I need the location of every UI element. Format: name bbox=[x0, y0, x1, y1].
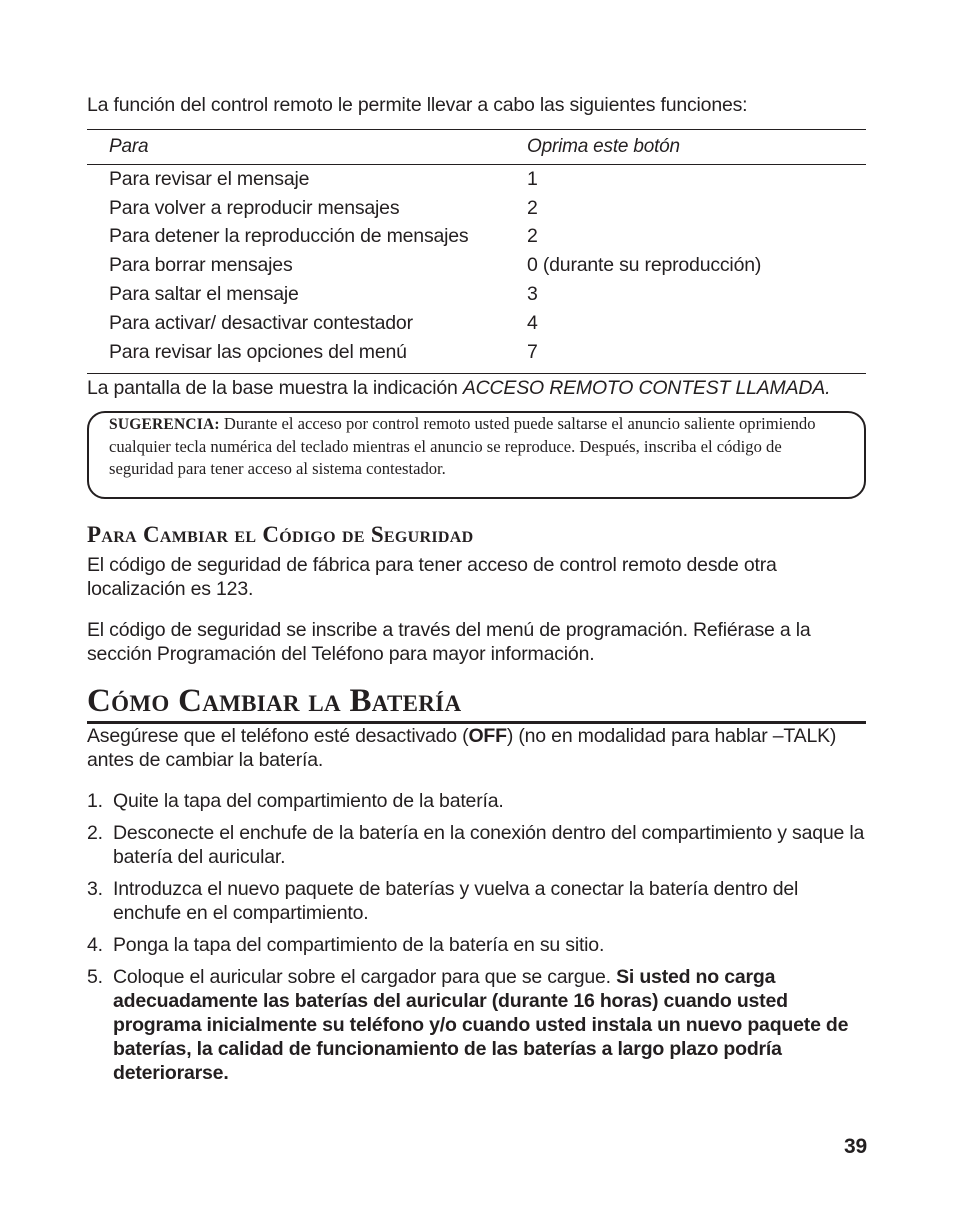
list-item bbox=[87, 877, 866, 925]
row-key: 2 bbox=[527, 225, 538, 248]
step-text: Ponga la tapa del compartimiento de la batería en su sitio. bbox=[113, 934, 605, 956]
row-action: Para revisar las opciones del menú bbox=[109, 340, 407, 363]
page-number: 39 bbox=[844, 1135, 867, 1158]
table-row bbox=[87, 251, 866, 280]
table-row bbox=[87, 223, 866, 252]
row-key: 0 (durante su reproducción) bbox=[527, 254, 762, 277]
step-number: 2. bbox=[87, 822, 103, 844]
row-action: Para saltar el mensaje bbox=[109, 283, 299, 306]
step-number: 5. bbox=[87, 966, 103, 988]
row-key: 4 bbox=[527, 311, 538, 334]
tip-text: Durante el acceso por control remoto usted puede saltarse el anuncio saliente oprimiendo cualquier tecla numérica del teclado mientras el anuncio se reproduce. Después, inscriba el código de seguridad para tener acceso al sistema contestador. bbox=[109, 414, 816, 479]
step-text: Coloque el auricular sobre el cargador para que se cargue. bbox=[113, 966, 617, 988]
remote-functions-table bbox=[87, 129, 866, 374]
tip-label: SUGERENCIA: bbox=[109, 416, 220, 433]
step-text: Introduzca el nuevo paquete de baterías y vuelva a conectar la batería dentro del enchufe en el compartimiento. bbox=[113, 878, 799, 924]
security-code-paragraph-1: El código de seguridad de fábrica para tener acceso de control remoto desde otra localización es 123. bbox=[87, 554, 777, 600]
list-item bbox=[87, 933, 866, 957]
step-text: Desconecte el enchufe de la batería en la conexión dentro del compartimiento y saque la batería del auricular. bbox=[113, 822, 865, 868]
row-action: Para activar/ desactivar contestador bbox=[109, 311, 413, 334]
table-body bbox=[87, 165, 866, 373]
header-for: Para bbox=[109, 136, 149, 157]
list-item bbox=[87, 821, 866, 869]
security-code-heading: Para Cambiar el Código de Seguridad bbox=[87, 522, 474, 547]
battery-intro-b: ) (no en modalidad para hablar –TALK) antes de cambiar la batería. bbox=[87, 725, 837, 771]
table-row bbox=[87, 280, 866, 309]
table-header bbox=[87, 130, 866, 165]
display-note-prefix: La pantalla de la base muestra la indicación bbox=[87, 377, 463, 399]
step-text: Quite la tapa del compartimiento de la batería. bbox=[113, 790, 504, 812]
row-key: 7 bbox=[527, 340, 538, 363]
tip-box bbox=[87, 411, 866, 499]
row-action: Para borrar mensajes bbox=[109, 254, 293, 277]
intro-text: La función del control remoto le permite llevar a cabo las siguientes funciones: bbox=[87, 94, 748, 116]
off-label: OFF bbox=[468, 725, 507, 747]
step-number: 4. bbox=[87, 934, 103, 956]
row-action: Para revisar el mensaje bbox=[109, 167, 310, 190]
row-key: 1 bbox=[527, 167, 538, 190]
step-number: 3. bbox=[87, 878, 103, 900]
battery-intro bbox=[87, 724, 866, 772]
table-row bbox=[87, 309, 866, 338]
security-code-paragraph-2: El código de seguridad se inscribe a través del menú de programación. Refiérase a la sección Programación del Teléfono para mayor información. bbox=[87, 619, 811, 665]
table-row bbox=[87, 338, 866, 367]
table-row bbox=[87, 194, 866, 223]
battery-heading: Cómo Cambiar la Batería bbox=[87, 682, 866, 724]
list-item bbox=[87, 965, 866, 1085]
row-key: 3 bbox=[527, 283, 538, 306]
list-item bbox=[87, 789, 866, 813]
step-warning: Si usted no carga adecuadamente las baterías del auricular (durante 16 horas) cuando usted programa inicialmente su teléfono y/o cuando usted instala un nuevo paquete de baterías, la calidad de funcionamiento de las baterías a largo plazo podría deteriorarse. bbox=[113, 966, 849, 1084]
display-message: ACCESO REMOTO CONTEST LLAMADA. bbox=[462, 377, 831, 399]
header-press-button: Oprima este botón bbox=[527, 136, 680, 157]
row-action: Para detener la reproducción de mensajes bbox=[109, 225, 469, 248]
row-key: 2 bbox=[527, 196, 538, 219]
step-number: 1. bbox=[87, 790, 103, 812]
battery-intro-a: Asegúrese que el teléfono esté desactivado ( bbox=[87, 725, 469, 747]
table-row bbox=[87, 165, 866, 194]
display-note bbox=[87, 377, 830, 400]
row-action: Para volver a reproducir mensajes bbox=[109, 196, 400, 219]
battery-steps bbox=[87, 789, 866, 1093]
